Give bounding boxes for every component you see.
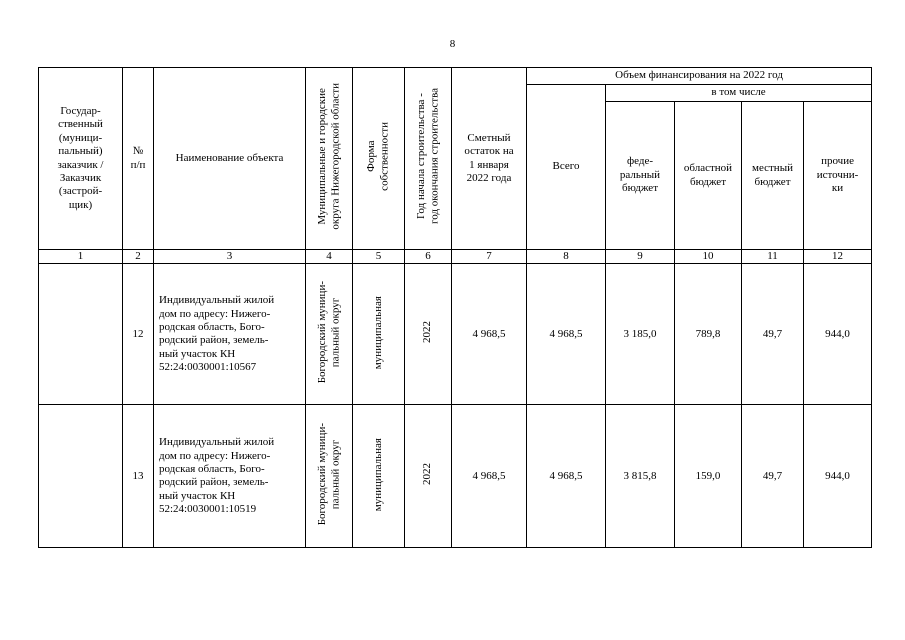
cell-num: 12 [123,264,154,405]
column-number: 5 [353,250,405,264]
header-ownership-cell [353,68,405,250]
column-number: 2 [123,250,154,264]
column-number: 8 [527,250,606,264]
header-municipality: Муниципальные и городские округа Нижегородской области [315,82,341,230]
column-number: 12 [804,250,872,264]
header-municipality-cell [306,68,353,250]
header-customer: Государ- ственный (муници- пальный) заказчик / Заказчик (застрой- щик) [39,68,123,250]
cell-regional: 789,8 [675,264,742,405]
cell-years: 2022 [421,463,434,486]
cell-years-wrap [405,264,452,405]
column-number: 4 [306,250,353,264]
column-number: 6 [405,250,452,264]
cell-ownership: муниципальная [371,437,384,511]
financing-table [38,67,872,548]
cell-other: 944,0 [804,405,872,548]
header-federal: феде- ральный бюджет [606,102,675,250]
cell-ownership-wrap [353,264,405,405]
cell-ownership-wrap [353,405,405,548]
header-row-1 [39,68,872,85]
column-number: 11 [742,250,804,264]
cell-years-wrap [405,405,452,548]
cell-customer [39,405,123,548]
column-number: 9 [606,250,675,264]
cell-municipality-wrap [306,405,353,548]
column-number: 3 [154,250,306,264]
header-including: в том числе [606,85,872,102]
cell-local: 49,7 [742,405,804,548]
column-number: 10 [675,250,742,264]
cell-num: 13 [123,405,154,548]
table-row [39,405,872,548]
cell-total: 4 968,5 [527,264,606,405]
column-number-row [39,250,872,264]
cell-municipality-wrap [306,264,353,405]
cell-estimate-remainder: 4 968,5 [452,264,527,405]
page-number: 8 [449,38,456,50]
header-financing-group: Объем финансирования на 2022 год [527,68,872,85]
header-ownership: Форма собственности [365,121,391,191]
header-regional: областной бюджет [675,102,742,250]
cell-federal: 3 815,8 [606,405,675,548]
header-estimate-remainder: Сметный остаток на 1 января 2022 года [452,68,527,250]
cell-federal: 3 185,0 [606,264,675,405]
header-object-name: Наименование объекта [154,68,306,250]
cell-local: 49,7 [742,264,804,405]
cell-object-name: Индивидуальный жилой дом по адресу: Нижего- родская область, Бого- родский район, земель- ный участок КН 52:24:0030001:10519 [154,405,306,548]
cell-regional: 159,0 [675,405,742,548]
header-local: местный бюджет [742,102,804,250]
header-total: Всего [527,85,606,250]
header-years-cell [405,68,452,250]
cell-total: 4 968,5 [527,405,606,548]
header-num: № п/п [123,68,154,250]
cell-object-name: Индивидуальный жилой дом по адресу: Нижего- родская область, Бого- родский район, земель- ный участок КН 52:24:0030001:10567 [154,264,306,405]
table-row [39,264,872,405]
cell-estimate-remainder: 4 968,5 [452,405,527,548]
column-number: 7 [452,250,527,264]
column-number: 1 [39,250,123,264]
header-other: прочие источни- ки [804,102,872,250]
cell-municipality: Богородский муници- пальный округ [315,423,341,526]
cell-customer [39,264,123,405]
cell-municipality: Богородский муници- пальный округ [315,281,341,384]
header-years: Год начала строительства - год окончания строительства [414,88,440,225]
cell-years: 2022 [421,321,434,344]
cell-other: 944,0 [804,264,872,405]
cell-ownership: муниципальная [371,295,384,369]
